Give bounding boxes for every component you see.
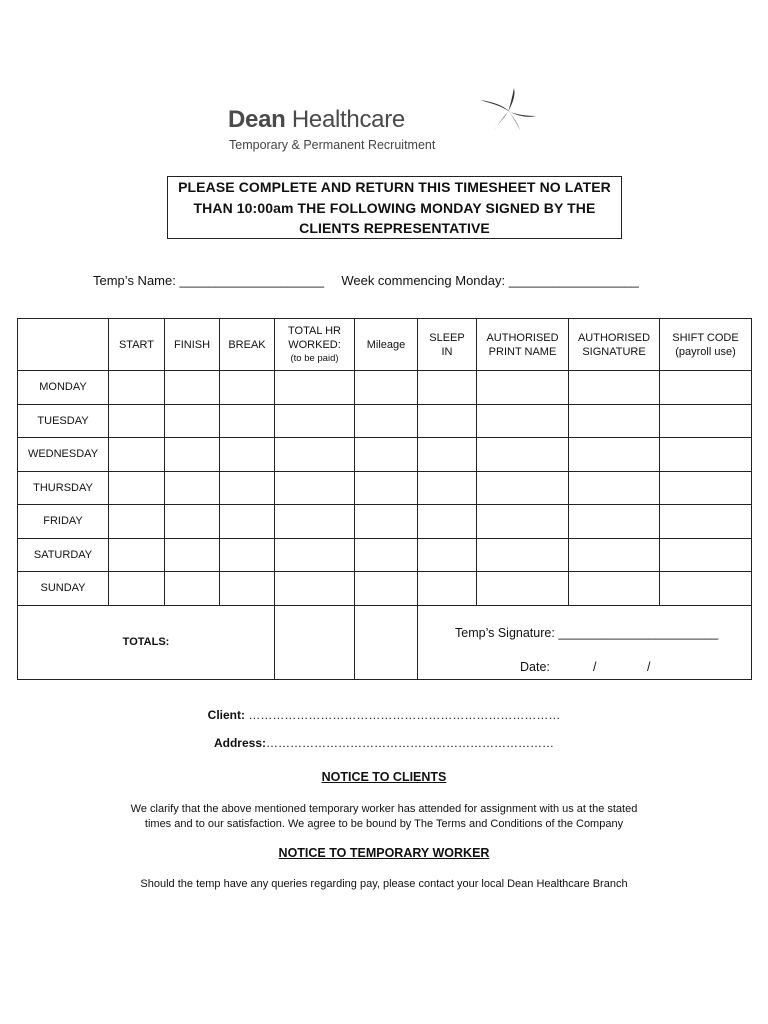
break-cell[interactable] <box>220 404 275 438</box>
notice-to-temp-heading: NOTICE TO TEMPORARY WORKER <box>278 846 490 860</box>
start-cell[interactable] <box>109 538 165 572</box>
shift-code-cell[interactable] <box>660 572 752 606</box>
table-row <box>18 404 752 438</box>
temp-name-label: Temp’s Name: <box>93 273 176 288</box>
shift-code-cell[interactable] <box>660 404 752 438</box>
table-header-row <box>18 319 752 371</box>
finish-cell[interactable] <box>165 505 220 539</box>
header-auth-print-line2: PRINT NAME <box>488 345 557 358</box>
shift-code-cell[interactable] <box>660 538 752 572</box>
total-hours-cell[interactable] <box>275 505 355 539</box>
address-label: Address: <box>213 736 266 750</box>
logo-wordmark <box>228 106 405 134</box>
date-slash-2: / <box>647 659 651 674</box>
header-sleep-in <box>418 319 477 371</box>
sleep-in-cell[interactable] <box>418 471 477 505</box>
shift-code-cell[interactable] <box>660 505 752 539</box>
shift-code-cell[interactable] <box>660 438 752 472</box>
break-cell[interactable] <box>220 371 275 405</box>
notice-line-1: PLEASE COMPLETE AND RETURN THIS TIMESHEET NO LATER <box>178 179 611 195</box>
date-slash-1: / <box>593 659 597 674</box>
logo-name-rest: Healthcare <box>285 106 405 133</box>
signature-cell[interactable] <box>569 438 660 472</box>
finish-cell[interactable] <box>165 471 220 505</box>
sleep-in-cell[interactable] <box>418 572 477 606</box>
notice-line-2: THAN 10:00am THE FOLLOWING MONDAY SIGNED BY THE <box>193 199 596 216</box>
start-cell[interactable] <box>109 471 165 505</box>
mileage-cell[interactable] <box>355 505 418 539</box>
week-commencing-label: Week commencing Monday: <box>341 273 506 288</box>
signature-cell[interactable] <box>569 505 660 539</box>
header-sleep-line1: SLEEP <box>429 331 465 344</box>
header-sleep-line2: IN <box>441 345 453 358</box>
print-name-cell[interactable] <box>477 438 569 472</box>
mileage-cell[interactable] <box>355 538 418 572</box>
signature-cell[interactable] <box>569 538 660 572</box>
start-cell[interactable] <box>109 572 165 606</box>
start-cell[interactable] <box>109 505 165 539</box>
header-start: START <box>109 319 165 371</box>
finish-cell[interactable] <box>165 538 220 572</box>
day-label: MONDAY <box>18 371 109 405</box>
break-cell[interactable] <box>220 438 275 472</box>
shift-code-cell[interactable] <box>660 371 752 405</box>
header-total-hours-note: (to be paid) <box>290 352 339 364</box>
signature-cell[interactable] <box>569 404 660 438</box>
sleep-in-cell[interactable] <box>418 404 477 438</box>
table-row <box>18 505 752 539</box>
print-name-cell[interactable] <box>477 371 569 405</box>
day-label: FRIDAY <box>18 505 109 539</box>
mileage-cell[interactable] <box>355 371 418 405</box>
day-label: THURSDAY <box>18 471 109 505</box>
star-swirl-logo-icon <box>474 86 540 138</box>
table-row <box>18 538 752 572</box>
print-name-cell[interactable] <box>477 572 569 606</box>
finish-cell[interactable] <box>165 404 220 438</box>
start-cell[interactable] <box>109 371 165 405</box>
date-line[interactable] <box>520 659 651 674</box>
sleep-in-cell[interactable] <box>418 371 477 405</box>
start-cell[interactable] <box>109 438 165 472</box>
print-name-cell[interactable] <box>477 471 569 505</box>
header-shift-line1: SHIFT CODE <box>672 331 739 344</box>
notice-clients-line-1: We clarify that the above mentioned temporary worker has attended for assignment with us at the stated <box>130 803 638 815</box>
header-auth-sig-line1: AUTHORISED <box>577 331 651 344</box>
header-total-hours-line1: TOTAL HR <box>288 324 341 337</box>
temp-info-line <box>93 273 639 288</box>
total-hours-cell[interactable] <box>275 404 355 438</box>
week-commencing-field[interactable]: __________________ <box>508 273 639 288</box>
signature-cell[interactable] <box>569 471 660 505</box>
finish-cell[interactable] <box>165 371 220 405</box>
break-cell[interactable] <box>220 505 275 539</box>
print-name-cell[interactable] <box>477 505 569 539</box>
client-line[interactable] <box>0 708 768 722</box>
total-hours-cell[interactable] <box>275 572 355 606</box>
temp-signature-blank[interactable]: _______________________ <box>558 625 719 640</box>
break-cell[interactable] <box>220 572 275 606</box>
notice-to-temp-body: Should the temp have any queries regarding pay, please contact your local Dean Healthcare Branch <box>140 878 628 890</box>
print-name-cell[interactable] <box>477 538 569 572</box>
start-cell[interactable] <box>109 404 165 438</box>
header-finish: FINISH <box>165 319 220 371</box>
logo-name-bold: Dean <box>228 106 286 133</box>
totals-label: TOTALS: <box>18 605 275 679</box>
total-hours-cell[interactable] <box>275 371 355 405</box>
client-label: Client: <box>207 708 245 722</box>
client-dots[interactable]: …………………………………………………………………… <box>245 708 561 722</box>
table-row <box>18 371 752 405</box>
day-label: TUESDAY <box>18 404 109 438</box>
mileage-cell[interactable] <box>355 572 418 606</box>
address-line[interactable] <box>0 736 768 750</box>
total-hours-cell[interactable] <box>275 471 355 505</box>
temp-signature-label: Temp’s Signature: <box>455 625 555 640</box>
finish-cell[interactable] <box>165 438 220 472</box>
sleep-in-cell[interactable] <box>418 538 477 572</box>
logo-tagline: Temporary & Permanent Recruitment <box>229 138 436 152</box>
notice-clients-line-2: times and to our satisfaction. We agree to be bound by The Terms and Conditions of the Company <box>144 817 624 830</box>
notice-to-clients-body <box>0 802 768 831</box>
total-hours-cell[interactable] <box>275 538 355 572</box>
header-total-hours <box>275 319 355 371</box>
mileage-total-cell[interactable] <box>355 605 418 679</box>
temp-signature-line[interactable] <box>455 626 718 640</box>
header-auth-print-line1: AUTHORISED <box>486 331 559 344</box>
day-label: SATURDAY <box>18 538 109 572</box>
mileage-cell[interactable] <box>355 471 418 505</box>
break-cell[interactable] <box>220 471 275 505</box>
timesheet-table <box>17 318 752 680</box>
return-instructions-box <box>167 176 622 239</box>
totals-row <box>18 605 752 679</box>
header-total-hours-line2: WORKED: <box>288 338 341 351</box>
table-row <box>18 572 752 606</box>
shift-code-cell[interactable] <box>660 471 752 505</box>
day-label: WEDNESDAY <box>18 438 109 472</box>
signature-cell[interactable] <box>569 572 660 606</box>
date-label: Date: <box>520 659 550 674</box>
temp-signature-cell <box>418 605 752 679</box>
mileage-cell[interactable] <box>355 438 418 472</box>
header-authorised-signature <box>569 319 660 371</box>
header-authorised-print-name <box>477 319 569 371</box>
temp-name-field[interactable]: ____________________ <box>179 273 325 288</box>
notice-to-clients-heading: NOTICE TO CLIENTS <box>321 770 447 784</box>
print-name-cell[interactable] <box>477 404 569 438</box>
day-label: SUNDAY <box>18 572 109 606</box>
break-cell[interactable] <box>220 538 275 572</box>
header-shift-line2: (payroll use) <box>675 345 736 358</box>
header-shift-code <box>660 319 752 371</box>
header-mileage: Mileage <box>355 319 418 371</box>
company-logo <box>228 86 548 158</box>
signature-cell[interactable] <box>569 371 660 405</box>
notice-line-3: CLIENTS REPRESENTATIVE <box>299 220 490 236</box>
finish-cell[interactable] <box>165 572 220 606</box>
header-day-cell <box>18 319 109 371</box>
sleep-in-cell[interactable] <box>418 438 477 472</box>
address-dots[interactable]: ……………………………………………………………… <box>266 736 554 750</box>
mileage-cell[interactable] <box>355 404 418 438</box>
table-row <box>18 471 752 505</box>
header-auth-sig-line2: SIGNATURE <box>582 345 646 358</box>
total-hours-total-cell[interactable] <box>275 605 355 679</box>
table-row <box>18 438 752 472</box>
header-break: BREAK <box>220 319 275 371</box>
total-hours-cell[interactable] <box>275 438 355 472</box>
sleep-in-cell[interactable] <box>418 505 477 539</box>
